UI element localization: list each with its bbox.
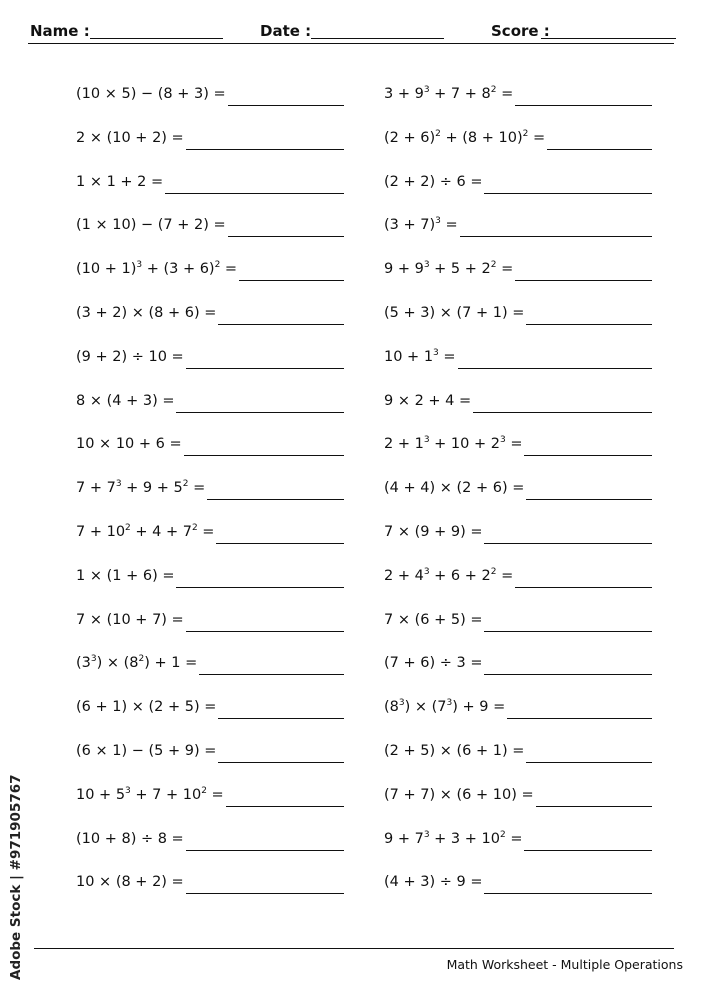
answer-blank[interactable] bbox=[226, 786, 344, 807]
problem-row bbox=[384, 872, 652, 916]
problem-row bbox=[384, 434, 652, 478]
problem-expression: 2 × (10 + 2) = bbox=[76, 129, 184, 146]
problem-row bbox=[384, 478, 652, 522]
problem-expression: 1 × (1 + 6) = bbox=[76, 567, 175, 584]
problems-column-right bbox=[384, 84, 652, 916]
problem-row bbox=[76, 478, 344, 522]
answer-blank[interactable] bbox=[458, 348, 652, 369]
problem-row bbox=[76, 391, 344, 435]
problem-row bbox=[76, 84, 344, 128]
date-field[interactable] bbox=[311, 38, 444, 39]
answer-blank[interactable] bbox=[484, 873, 652, 894]
problem-expression: (5 + 3) × (7 + 1) = bbox=[384, 304, 525, 321]
problem-expression: (2 + 2) ÷ 6 = bbox=[384, 173, 483, 190]
problem-expression: $(10 + 1)^3 + (3 + 6)^2$ = bbox=[76, 260, 238, 278]
answer-blank[interactable] bbox=[165, 173, 344, 194]
answer-blank[interactable] bbox=[239, 260, 344, 281]
stock-watermark: Adobe Stock | #971905767 bbox=[8, 774, 24, 980]
problem-row bbox=[384, 829, 652, 873]
problem-expression: $(8^3) \times (7^3) + 9$ = bbox=[384, 698, 506, 716]
problem-row bbox=[384, 566, 652, 610]
problem-expression: $7 + 7^3 + 9 + 5^2$ = bbox=[76, 479, 206, 497]
answer-blank[interactable] bbox=[460, 216, 652, 237]
problem-row bbox=[384, 303, 652, 347]
problem-row bbox=[76, 172, 344, 216]
score-field[interactable] bbox=[541, 38, 676, 39]
score-label: Score : bbox=[491, 22, 550, 40]
answer-blank[interactable] bbox=[484, 611, 652, 632]
answer-blank[interactable] bbox=[186, 873, 344, 894]
answer-blank[interactable] bbox=[507, 698, 652, 719]
problem-row bbox=[76, 785, 344, 829]
answer-blank[interactable] bbox=[176, 567, 344, 588]
problem-row bbox=[384, 653, 652, 697]
problem-row bbox=[384, 741, 652, 785]
problem-row bbox=[76, 829, 344, 873]
answer-blank[interactable] bbox=[536, 786, 652, 807]
problem-expression: $(3^3) \times (8^2) + 1$ = bbox=[76, 654, 198, 672]
problem-expression: (4 + 3) ÷ 9 = bbox=[384, 874, 483, 891]
problem-row bbox=[76, 741, 344, 785]
problem-row bbox=[384, 215, 652, 259]
problem-row bbox=[384, 522, 652, 566]
problem-expression: $7 + 10^2 + 4 + 7^2$ = bbox=[76, 522, 215, 540]
problem-expression: (7 + 7) × (6 + 10) = bbox=[384, 786, 534, 803]
footer-title: Math Worksheet - Multiple Operations bbox=[446, 957, 683, 972]
problem-row bbox=[76, 128, 344, 172]
answer-blank[interactable] bbox=[216, 523, 344, 544]
answer-blank[interactable] bbox=[199, 654, 344, 675]
answer-blank[interactable] bbox=[515, 260, 652, 281]
problem-row bbox=[76, 522, 344, 566]
problem-row bbox=[76, 872, 344, 916]
name-label: Name : bbox=[30, 22, 90, 40]
problem-expression: $9 + 7^3 + 3 + 10^2$ = bbox=[384, 829, 523, 847]
problem-row bbox=[384, 785, 652, 829]
answer-blank[interactable] bbox=[473, 392, 652, 413]
header-divider bbox=[28, 43, 674, 44]
answer-blank[interactable] bbox=[484, 654, 652, 675]
answer-blank[interactable] bbox=[186, 129, 344, 150]
answer-blank[interactable] bbox=[186, 348, 344, 369]
problem-expression: (2 + 5) × (6 + 1) = bbox=[384, 742, 525, 759]
problem-expression: $(2 + 6)^2 + (8 + 10)^2$ = bbox=[384, 128, 546, 146]
problem-expression: (1 × 10) − (7 + 2) = bbox=[76, 217, 226, 234]
answer-blank[interactable] bbox=[207, 479, 344, 500]
problem-row bbox=[384, 697, 652, 741]
problem-expression: 7 × (10 + 7) = bbox=[76, 611, 184, 628]
problem-expression: $3 + 9^3 + 7 + 8^2$ = bbox=[384, 85, 514, 102]
problem-row bbox=[384, 610, 652, 654]
problem-row bbox=[384, 84, 652, 128]
problem-row bbox=[76, 653, 344, 697]
problem-expression: 7 × (6 + 5) = bbox=[384, 611, 483, 628]
problem-row bbox=[384, 391, 652, 435]
problem-row bbox=[384, 347, 652, 391]
worksheet-header bbox=[0, 0, 707, 50]
answer-blank[interactable] bbox=[186, 611, 344, 632]
answer-blank[interactable] bbox=[524, 435, 652, 456]
problem-row bbox=[76, 566, 344, 610]
answer-blank[interactable] bbox=[484, 523, 652, 544]
name-field[interactable] bbox=[90, 38, 223, 39]
problem-expression: $9 + 9^3 + 5 + 2^2$ = bbox=[384, 260, 514, 278]
problem-row bbox=[76, 697, 344, 741]
answer-blank[interactable] bbox=[228, 85, 344, 106]
answer-blank[interactable] bbox=[484, 173, 652, 194]
answer-blank[interactable] bbox=[176, 392, 344, 413]
answer-blank[interactable] bbox=[515, 567, 652, 588]
problem-row bbox=[76, 610, 344, 654]
answer-blank[interactable] bbox=[184, 435, 344, 456]
problem-expression: 1 × 1 + 2 = bbox=[76, 173, 164, 190]
problem-row bbox=[76, 434, 344, 478]
problem-row bbox=[384, 172, 652, 216]
problem-expression: 9 × 2 + 4 = bbox=[384, 392, 472, 409]
answer-blank[interactable] bbox=[547, 129, 652, 150]
problem-expression: $(3 + 7)^3$ = bbox=[384, 216, 458, 234]
problem-expression: (6 + 1) × (2 + 5) = bbox=[76, 699, 217, 716]
problem-row bbox=[76, 347, 344, 391]
answer-blank[interactable] bbox=[228, 216, 344, 237]
problem-row bbox=[76, 215, 344, 259]
problem-row bbox=[384, 128, 652, 172]
problem-expression: $10 + 1^3$ = bbox=[384, 347, 456, 365]
date-label: Date : bbox=[260, 22, 312, 40]
answer-blank[interactable] bbox=[526, 304, 652, 325]
footer-divider bbox=[34, 948, 674, 949]
problem-expression: (4 + 4) × (2 + 6) = bbox=[384, 480, 525, 497]
problem-expression: (10 × 5) − (8 + 3) = bbox=[76, 86, 226, 102]
answer-blank[interactable] bbox=[218, 742, 344, 763]
problem-expression: (3 + 2) × (8 + 6) = bbox=[76, 304, 217, 321]
answer-blank[interactable] bbox=[218, 304, 344, 325]
problem-expression: (7 + 6) ÷ 3 = bbox=[384, 655, 483, 672]
problem-row bbox=[384, 259, 652, 303]
problem-expression: 8 × (4 + 3) = bbox=[76, 392, 175, 409]
answer-blank[interactable] bbox=[186, 830, 344, 851]
problems-column-left bbox=[76, 84, 344, 916]
problem-expression: 10 × 10 + 6 = bbox=[76, 436, 182, 453]
problem-expression: (6 × 1) − (5 + 9) = bbox=[76, 742, 217, 759]
problem-row bbox=[76, 259, 344, 303]
problem-expression: (9 + 2) ÷ 10 = bbox=[76, 348, 184, 365]
problem-expression: $2 + 4^3 + 6 + 2^2$ = bbox=[384, 566, 514, 584]
answer-blank[interactable] bbox=[526, 742, 652, 763]
answer-blank[interactable] bbox=[218, 698, 344, 719]
problem-expression: $2 + 1^3 + 10 + 2^3$ = bbox=[384, 435, 523, 453]
answer-blank[interactable] bbox=[526, 479, 652, 500]
answer-blank[interactable] bbox=[524, 830, 652, 851]
problem-expression: $10 + 5^3 + 7 + 10^2$ = bbox=[76, 785, 224, 803]
answer-blank[interactable] bbox=[515, 85, 652, 106]
problem-row bbox=[76, 303, 344, 347]
problem-expression: 7 × (9 + 9) = bbox=[384, 523, 483, 540]
problem-expression: (10 + 8) ÷ 8 = bbox=[76, 830, 184, 847]
problem-expression: 10 × (8 + 2) = bbox=[76, 874, 184, 891]
